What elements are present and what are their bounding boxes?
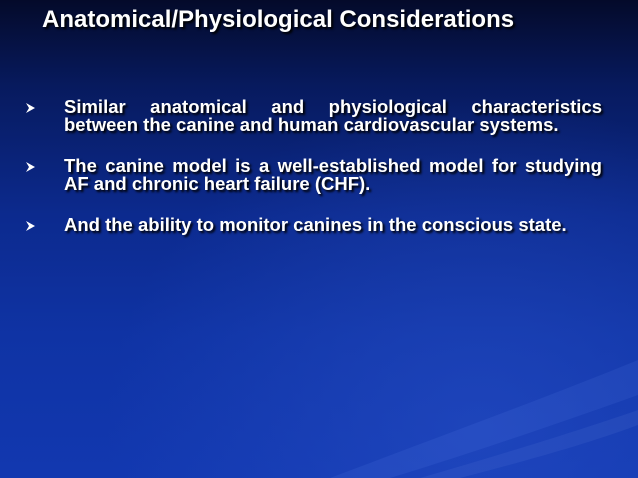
list-item — [24, 216, 602, 234]
arrowhead-bullet-icon — [24, 161, 36, 173]
bullet-text: And the ability to monitor canines in the conscious state. — [64, 214, 567, 235]
arrowhead-bullet-icon — [24, 102, 36, 114]
bullet-text: The canine model is a well-established model for studying AF and chronic heart failure (CHF). — [64, 155, 602, 194]
list-item — [24, 98, 602, 133]
bullet-text: Similar anatomical and physiological characteristics between the canine and human cardiovascular systems. — [64, 96, 602, 135]
slide-title: Anatomical/Physiological Considerations — [42, 6, 515, 33]
arrowhead-bullet-icon — [24, 220, 36, 232]
list-item — [24, 157, 602, 192]
bullet-list — [24, 98, 602, 258]
